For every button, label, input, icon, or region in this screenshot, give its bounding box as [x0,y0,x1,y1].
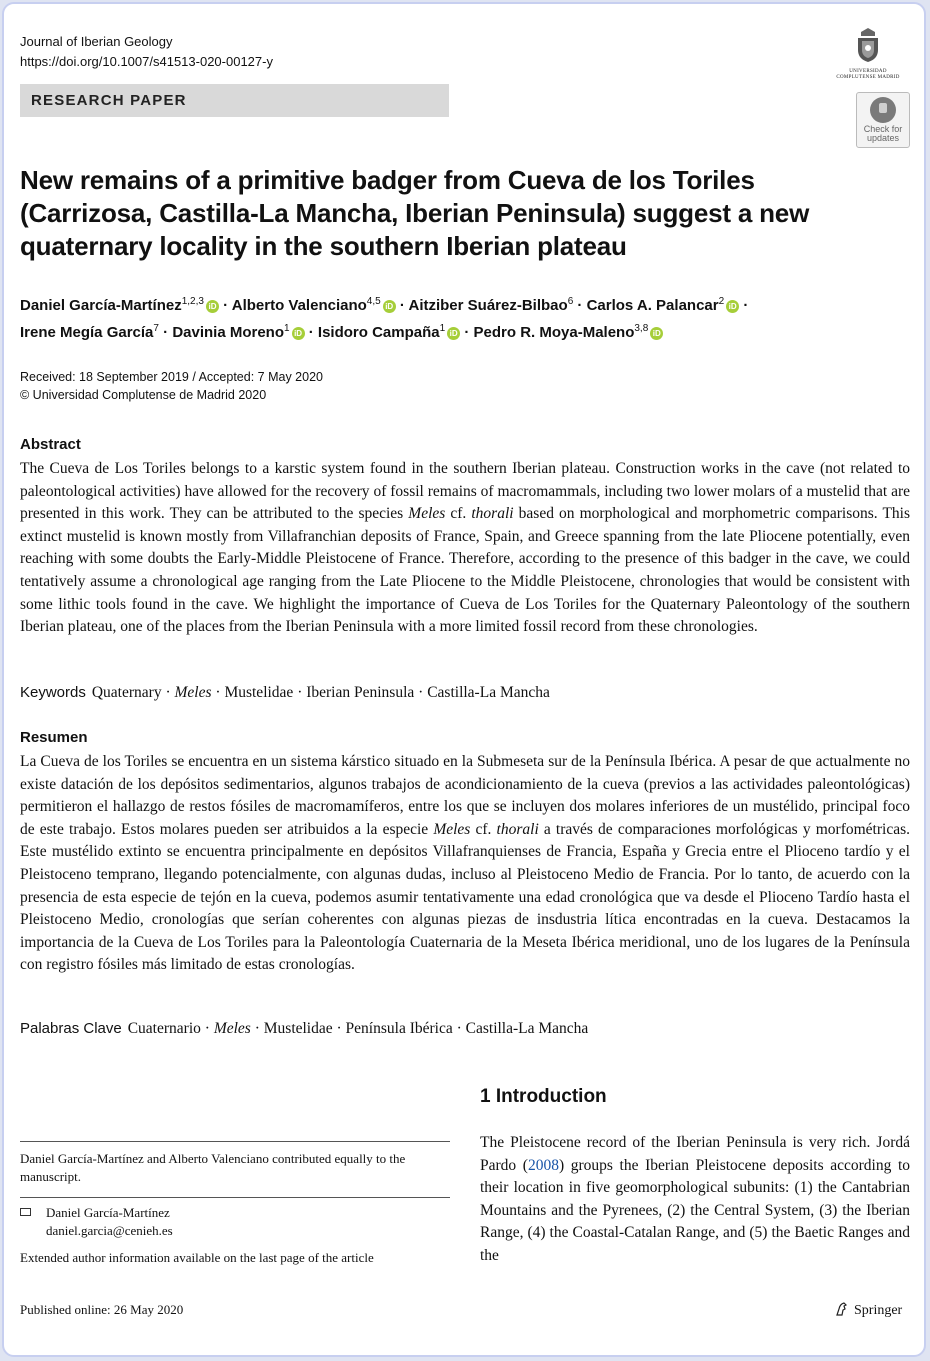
abstract-text: The Cueva de Los Toriles belongs to a karstic system found in the southern Iberian plateau. Construction works in the cave (not related to paleontological activities) have allowed for the recovery of fossil remains of macromammals, including two lower molars of a mustelid that are presented in this work. They can be attributed to the species Meles cf. thorali based on morphological and morphometric comparisons. This extinct mustelid is known mostly from Villafranchian deposits of France, Spain, and Greece spanning from the late Pliocene potentially, even reaching with some doubts the Early-Middle Pleistocene of France. Therefore, according to the presence of this badger in the cave, we could tentatively assume a chronological age ranging from the Late Pliocene to the Middle Pleistocene, chronologies that would be consistent with some lithic tools found in the cave. We highlight the importance of Cueva de Los Toriles for the Quaternary Paleontology of the southern Iberian plateau, one of the places from the Iberian Peninsula with a more limited fossil record from these chronologies. [20,460,910,636]
author[interactable] [232,297,396,314]
published-online: Published online: 26 May 2020 [20,1302,184,1317]
corresponding-name: Daniel García-Martínez [46,1205,170,1220]
dates [20,368,323,404]
orcid-icon[interactable]: iD [206,300,219,313]
corresponding-email[interactable]: daniel.garcia@cenieh.es [46,1223,173,1238]
author-separator: · [460,324,474,341]
springer-label: Springer [854,1303,903,1318]
species-name: Meles [408,505,446,523]
affiliation-marker: 1 [284,323,290,334]
footnote-divider [20,1197,450,1198]
author[interactable] [172,324,304,341]
keywords: Keywords Quaternary · Meles · Mustelidae · Iberian Peninsula · Castilla-La Mancha [20,684,550,701]
palabras-clave: Palabras Clave Cuaternario · Meles · Mustelidae · Península Ibérica · Castilla-La Mancha [20,1020,589,1037]
orcid-icon[interactable]: iD [447,327,460,340]
author-separator: · [573,297,587,314]
author-separator: · [218,297,232,314]
affiliation-marker: 3,8 [634,323,649,334]
crest-icon [853,26,883,64]
affiliation-marker: 2 [718,296,725,307]
footnote-divider [20,1141,450,1142]
affiliation-marker: 4,5 [366,296,381,307]
abstract-heading: Abstract [20,436,81,453]
introduction-text: The Pleistocene record of the Iberian Peninsula is very rich. Jordá Pardo (2008) groups the Iberian Pleistocene deposits according to their location in five geomorphological subunits: (1) the Cantabrian Mountains and the Pyrenees, (2) the Central System, (3) the Iberian Range, (4) the Coastal-Catalan Range, and (5) the Baetic Ranges and the [480,1134,910,1264]
affiliation-marker: 6 [567,296,574,307]
orcid-icon[interactable]: iD [292,327,305,340]
author-separator: · [304,324,318,341]
author-name: Pedro R. Moya-Maleno [473,324,635,341]
affiliation-marker: 1 [439,323,446,334]
section-banner [20,84,449,117]
author-name: Isidoro Campaña [317,324,440,341]
check-for-updates-badge[interactable] [856,92,910,148]
affiliation-marker: 1,2,3 [181,296,204,307]
author[interactable] [318,324,460,341]
author-list [20,290,910,344]
species-epithet: thorali [471,505,514,523]
copyright: © Universidad Complutense de Madrid 2020 [20,388,267,402]
author-name: Daniel García-Martínez [20,297,182,314]
author[interactable] [408,297,573,314]
university-name: UNIVERSIDAD COMPLUTENSE MADRID [836,69,900,80]
springer-horse-icon [834,1301,850,1317]
update-icon [870,97,896,123]
springer-logo [834,1301,902,1319]
orcid-icon[interactable]: iD [383,300,396,313]
orcid-icon[interactable]: iD [650,327,663,340]
check-updates-label: Check for updates [863,124,903,143]
university-logo [833,26,903,81]
author-name: Aitziber Suárez-Bilbao [408,297,568,314]
article-page [2,2,926,1357]
author-name: Davinia Moreno [172,324,284,341]
affiliation-marker: 7 [153,323,159,334]
corresponding-author [20,1204,173,1240]
introduction-heading: 1 Introduction [480,1086,607,1107]
author-name: Alberto Valenciano [231,297,367,314]
journal-header [20,32,273,72]
author-name: Carlos A. Palancar [586,297,719,314]
author[interactable] [587,297,740,314]
received-accepted: Received: 18 September 2019 / Accepted: 7 May 2020 [20,370,323,384]
palabras-label: Palabras Clave [20,1020,122,1037]
section-label: RESEARCH PAPER [31,92,187,109]
author[interactable] [474,324,664,341]
author[interactable] [20,297,219,314]
keywords-label: Keywords [20,684,86,701]
author-separator: · [158,324,173,341]
equal-contribution-note: Daniel García-Martínez and Alberto Valenciano contributed equally to the manuscript. [20,1151,406,1184]
resumen-text: La Cueva de los Toriles se encuentra en un sistema kárstico situado en la Submeseta sur de la Península Ibérica. A pesar de que actualmente no existe datación de los depósitos sedimentarios, algunos trabajos de acondicionamiento de la cueva (previos a las actividades paleontológicas) permitieron el hallazgo de restos fósiles de macromamíferos, entre los que se incluyen dos molares inferiores de un mustélido, principal foco de este trabajo. Estos molares pueden ser atribuidos a la especie Meles cf. thorali a través de comparaciones morfológicas y morfométricas. Este mustélido extinto se encuentra principalmente en depósitos Villafranquienses de Francia, España y Grecia entre el Plioceno tardío y el Pleistoceno temprano, llegando potencialmente, con algunas dudas, incluso al Pleistoceno Medio de Francia. Por lo tanto, de acuerdo con la presencia de esta especie de tejón en la cueva, podemos asumir tentativamente una edad cronológica que va desde el Plioceno Tardío hasta el Pleistoceno Medio, cronologías que serían coherentes con algunas piezas de insdustria lítica encontradas en la cueva. Destacamos la importancia de la Cueva de Los Toriles para la Paleontología Cuaternaria de la Meseta Ibérica meridional, uno de los lugares de la Península con registro fósiles más limitado de estas cronologías. [20,753,910,974]
author-name: Irene Megía García [20,324,154,341]
orcid-icon[interactable]: iD [726,300,739,313]
author-separator: · [739,297,749,314]
envelope-icon [20,1208,31,1216]
article-title: New remains of a primitive badger from Cueva de los Toriles (Carrizosa, Castilla-La Mancha, Iberian Peninsula) suggest a new quaternary locality in the southern Iberian plateau [20,165,810,261]
doi-link[interactable]: https://doi.org/10.1007/s41513-020-00127-y [20,54,273,69]
citation-link[interactable]: 2008 [527,1156,559,1174]
author[interactable] [20,324,159,341]
journal-name: Journal of Iberian Geology [20,34,173,49]
extended-info-note: Extended author information available on the last page of the article [20,1250,374,1265]
author-separator: · [395,297,409,314]
resumen-heading: Resumen [20,729,88,746]
